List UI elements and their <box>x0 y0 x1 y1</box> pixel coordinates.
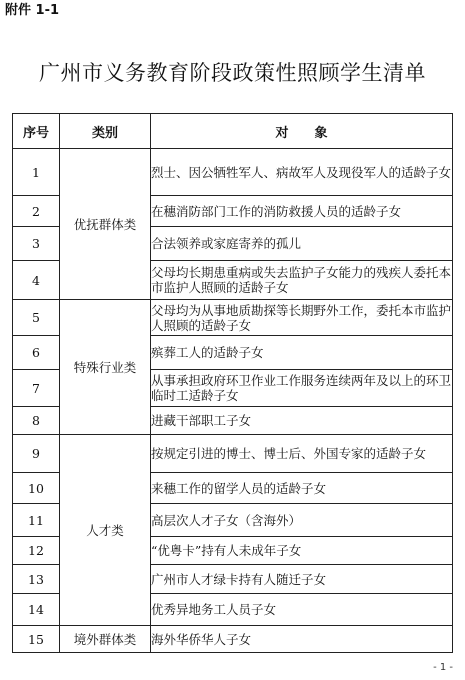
table-header-row <box>13 114 453 149</box>
row-number: 10 <box>13 473 60 504</box>
row-number: 9 <box>13 435 60 473</box>
row-number: 2 <box>13 196 60 227</box>
row-object: 来穗工作的留学人员的适龄子女 <box>151 473 453 504</box>
row-number: 1 <box>13 149 60 196</box>
column-header-object: 对 象 <box>151 114 453 149</box>
row-object: 殡葬工人的适龄子女 <box>151 336 453 370</box>
row-number: 7 <box>13 370 60 407</box>
attachment-label: 附件 1-1 <box>5 3 60 18</box>
row-object: 优秀异地务工人员子女 <box>151 594 453 626</box>
row-number: 6 <box>13 336 60 370</box>
policy-students-table <box>12 113 453 653</box>
column-header-number: 序号 <box>13 114 60 149</box>
row-number: 13 <box>13 565 60 594</box>
row-object: 在穗消防部门工作的消防救援人员的适龄子女 <box>151 196 453 227</box>
row-number: 5 <box>13 300 60 336</box>
row-object: 进藏干部职工子女 <box>151 407 453 435</box>
table-row <box>13 300 453 336</box>
row-object: 父母均为从事地质勘探等长期野外工作，委托本市监护人照顾的适龄子女 <box>151 300 453 336</box>
category-cell: 境外群体类 <box>60 626 151 653</box>
row-number: 4 <box>13 261 60 300</box>
table-row <box>13 435 453 473</box>
table-row <box>13 626 453 653</box>
row-object: 海外华侨华人子女 <box>151 626 453 653</box>
row-object: 从事承担政府环卫作业工作服务连续两年及以上的环卫临时工适龄子女 <box>151 370 453 407</box>
page-number: - 1 - <box>433 662 453 673</box>
row-object: 合法领养或家庭寄养的孤儿 <box>151 227 453 261</box>
row-number: 3 <box>13 227 60 261</box>
row-number: 14 <box>13 594 60 626</box>
page-title: 广州市义务教育阶段政策性照顾学生清单 <box>39 61 426 85</box>
row-object: 父母均长期患重病或失去监护子女能力的残疾人委托本市监护人照顾的适龄子女 <box>151 261 453 300</box>
row-number: 11 <box>13 504 60 537</box>
category-cell: 人才类 <box>60 435 151 626</box>
row-number: 12 <box>13 537 60 565</box>
column-header-category: 类别 <box>60 114 151 149</box>
table-row <box>13 149 453 196</box>
row-object: 广州市人才绿卡持有人随迁子女 <box>151 565 453 594</box>
row-object: 按规定引进的博士、博士后、外国专家的适龄子女 <box>151 435 453 473</box>
category-cell: 优抚群体类 <box>60 149 151 300</box>
row-object: 高层次人才子女（含海外） <box>151 504 453 537</box>
category-cell: 特殊行业类 <box>60 300 151 435</box>
row-object: “优粤卡”持有人未成年子女 <box>151 537 453 565</box>
row-number: 8 <box>13 407 60 435</box>
row-number: 15 <box>13 626 60 653</box>
row-object: 烈士、因公牺牲军人、病故军人及现役军人的适龄子女 <box>151 149 453 196</box>
